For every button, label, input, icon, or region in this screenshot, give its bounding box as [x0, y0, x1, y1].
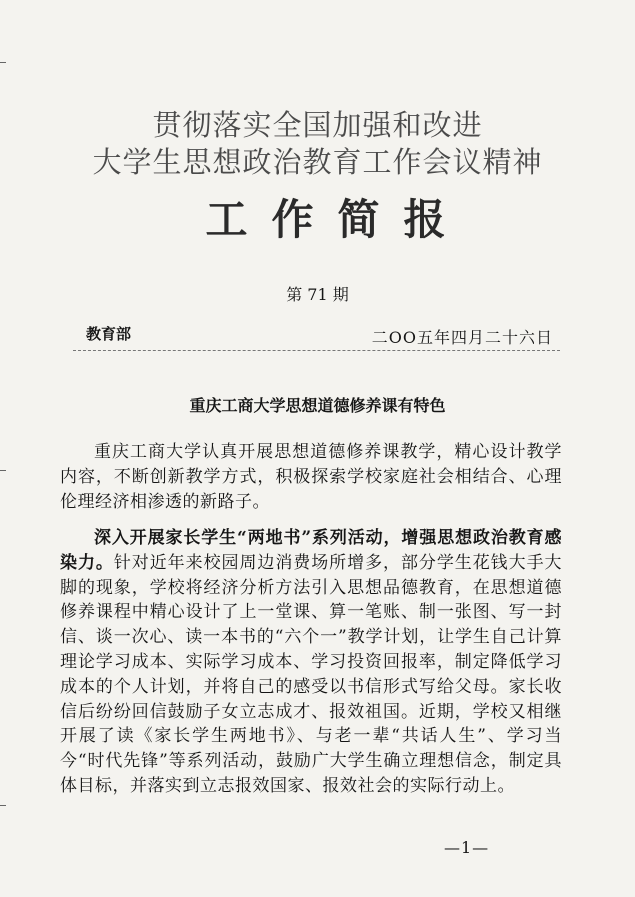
- issuer: 教育部: [86, 325, 132, 343]
- page-number: —1—: [444, 838, 490, 857]
- issue-date: 二OO五年四月二十六日: [371, 328, 553, 347]
- article-title: 重庆工商大学思想道德修养课有特色: [189, 396, 446, 415]
- issue-number: 第 71 期: [286, 285, 349, 304]
- header-line-1: 贯彻落实全国加强和改进: [152, 108, 483, 142]
- paragraph-lead-sentence: 深入开展家长学生“两地书”系列活动，增强思想政治教育感染力。: [60, 528, 562, 573]
- binding-mark: [0, 62, 6, 63]
- paragraph-body: 针对近年来校园周边消费场所增多，部分学生花钱大手大脚的现象，学校将经济分析方法引入思想品德教育，在思想道德修养课程中精心设计了上一堂课、算一笔账、制一张图、写一封信、谈一次心、读一本书的“六个一”教学计划，让学生自己计算理论学习成本、实际学习成本、学习投资回报率，制定降低学习成本的个人计划，并将自己的感受以书信形式写给父母。家长收信后纷纷回信鼓励子女立志成才、报效祖国。近期，学校又相继开展了读《家长学生两地书》、与老一辈“共话人生”、学习当今“时代先锋”等系列活动，鼓励广大学生确立理想信念，制定具体目标，并落实到立志报效国家、报效社会的实际行动上。: [60, 552, 563, 796]
- binding-mark: [0, 470, 6, 471]
- header-line-2: 大学生思想政治教育工作会议精神: [92, 145, 543, 179]
- header-divider: [73, 350, 560, 351]
- binding-mark: [0, 805, 6, 806]
- bulletin-title: 工作简报: [205, 195, 470, 244]
- article-paragraph-1: 重庆工商大学认真开展思想道德修养课教学，精心设计教学内容，不断创新教学方式，积极探索学校家庭社会相结合、心理伦理经济相渗透的新路子。: [60, 442, 562, 512]
- article-paragraph-2: [60, 526, 562, 799]
